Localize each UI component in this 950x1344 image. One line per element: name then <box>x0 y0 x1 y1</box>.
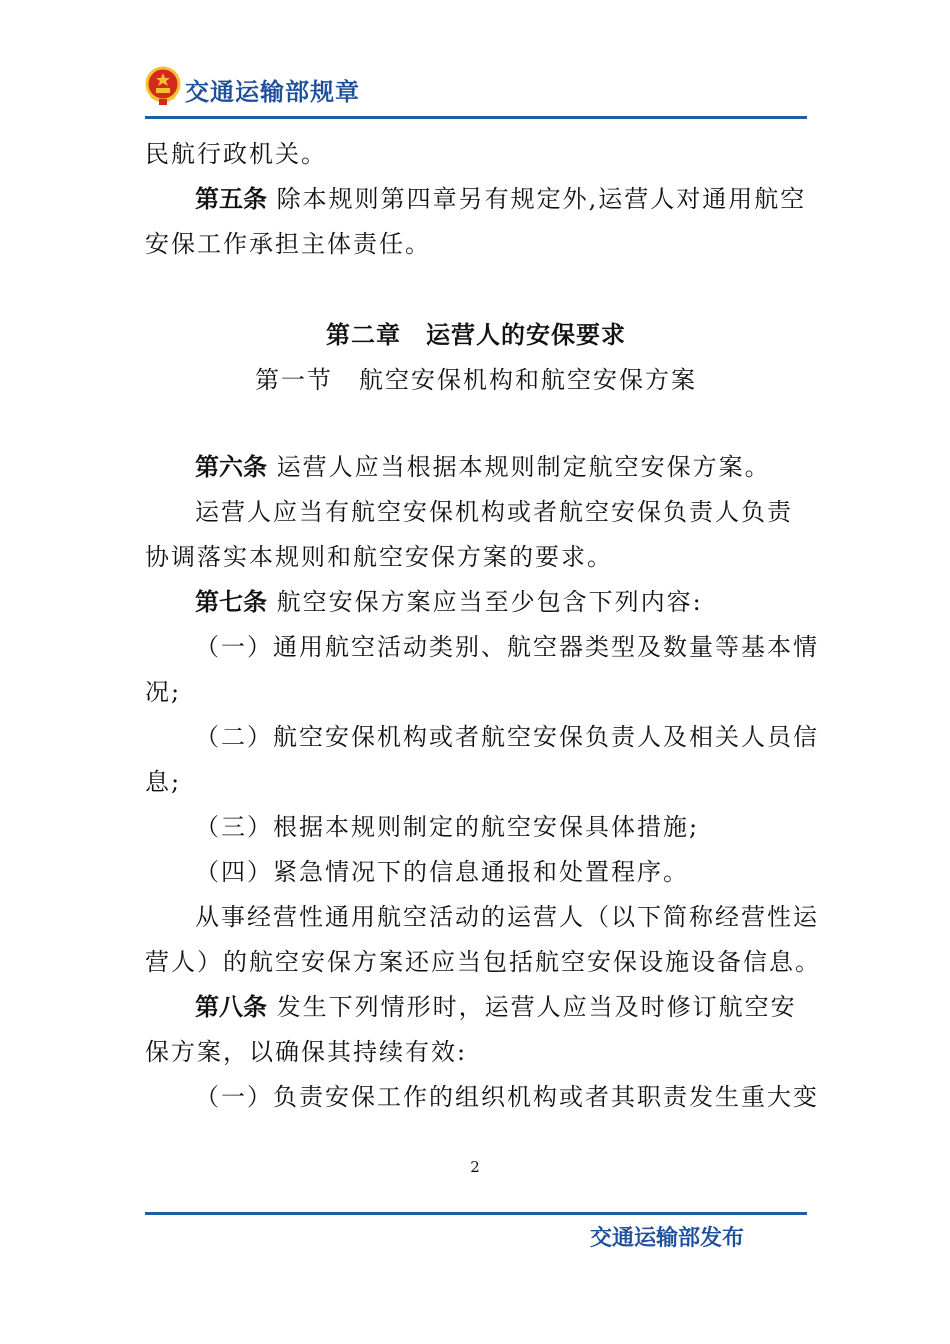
page-header <box>145 62 807 118</box>
paragraph-line: 况; <box>145 678 182 706</box>
article-label: 第八条 <box>195 993 267 1021</box>
article-6 <box>145 445 807 490</box>
list-item: （三）根据本规则制定的航空安保具体措施; <box>195 813 700 841</box>
header-title: 交通运输部规章 <box>185 78 360 106</box>
header-divider <box>145 116 807 119</box>
paragraph-line: 保方案，以确保其持续有效: <box>145 1038 468 1066</box>
list-item: （四）紧急情况下的信息通报和处置程序。 <box>195 858 689 886</box>
list-item: （一）通用航空活动类别、航空器类型及数量等基本情 <box>195 633 819 661</box>
national-emblem-icon <box>145 66 181 106</box>
footer-divider <box>145 1212 807 1215</box>
list-item: （二）航空安保机构或者航空安保负责人及相关人员信 <box>195 723 819 751</box>
article-7 <box>145 580 807 625</box>
paragraph-line: 协调落实本规则和航空安保方案的要求。 <box>145 543 613 571</box>
article-text: 发生下列情形时，运营人应当及时修订航空安 <box>276 993 797 1021</box>
paragraph-line: 民航行政机关。 <box>145 140 327 168</box>
article-8 <box>145 985 807 1030</box>
article-text: 航空安保方案应当至少包含下列内容: <box>276 588 703 616</box>
page-number: 2 <box>470 1158 480 1176</box>
article-label: 第七条 <box>195 588 267 616</box>
paragraph-line: 从事经营性通用航空活动的运营人（以下简称经营性运 <box>195 903 819 931</box>
paragraph-line: 息; <box>145 768 182 796</box>
article-5 <box>145 177 807 222</box>
paragraph-line: 安保工作承担主体责任。 <box>145 230 431 258</box>
article-text: 运营人应当根据本规则制定航空安保方案。 <box>276 453 771 481</box>
list-item: （一）负责安保工作的组织机构或者其职责发生重大变 <box>195 1083 819 1111</box>
section-heading: 第一节 航空安保机构和航空安保方案 <box>255 366 697 394</box>
article-text: 除本规则第四章另有规定外,运营人对通用航空 <box>276 185 807 213</box>
paragraph-line: 运营人应当有航空安保机构或者航空安保负责人负责 <box>195 498 793 526</box>
article-label: 第六条 <box>195 453 267 481</box>
document-body <box>145 132 821 1120</box>
footer-publisher: 交通运输部发布 <box>590 1226 745 1251</box>
article-label: 第五条 <box>195 185 267 213</box>
paragraph-line: 营人）的航空安保方案还应当包括航空安保设施设备信息。 <box>145 948 821 976</box>
chapter-heading: 第二章 运营人的安保要求 <box>326 321 626 349</box>
